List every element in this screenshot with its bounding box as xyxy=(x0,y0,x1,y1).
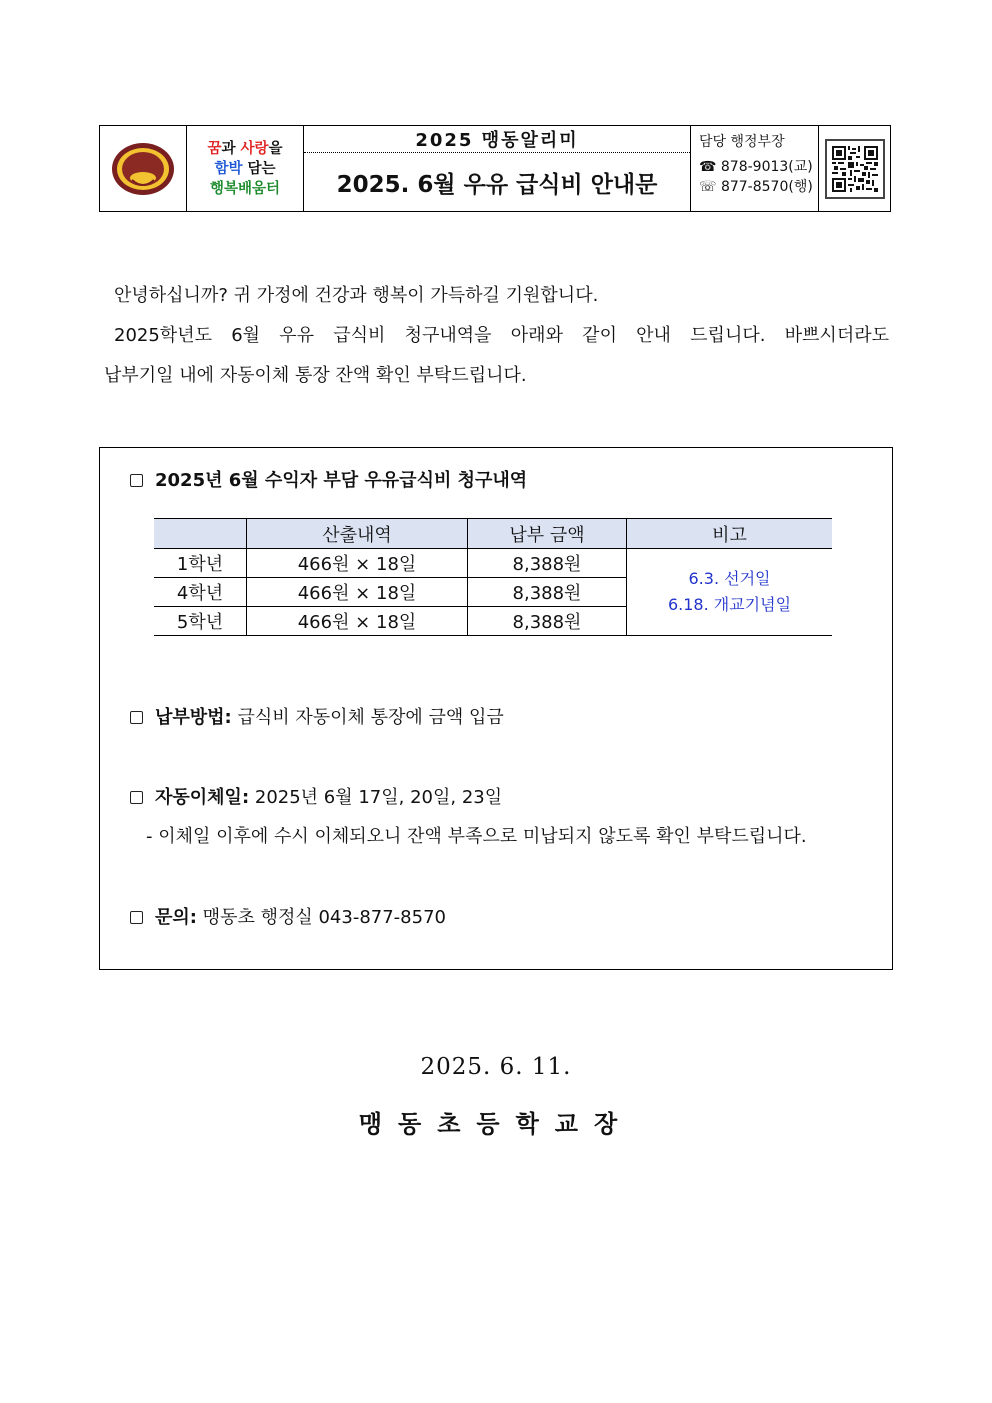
contact-charge: 담당 행정부장 xyxy=(699,134,785,150)
newsletter-name: 2025 맹동알리미 xyxy=(304,126,690,153)
amount-cell: 8,388원 xyxy=(468,578,627,607)
slogan-word: 함박 xyxy=(214,160,243,177)
checkbox-bullet-icon xyxy=(130,791,143,804)
newsletter-header xyxy=(99,125,891,212)
slogan-word: 을 xyxy=(268,140,283,157)
intro-line-3: 납부기일 내에 자동이체 통장 잔액 확인 부탁드립니다. xyxy=(104,365,527,386)
calc-cell: 466원 × 18일 xyxy=(247,607,468,636)
inquiry xyxy=(130,903,446,929)
column-header: 산출내역 xyxy=(247,519,468,549)
intro-line-2: 2025학년도 6월 우유 급식비 청구내역을 아래와 같이 안내 드립니다. 바쁘시더라도 xyxy=(114,325,889,346)
note-cell xyxy=(627,549,833,636)
document-title: 2025. 6월 우유 급식비 안내문 xyxy=(336,171,658,198)
billing-info-box xyxy=(99,447,893,970)
payment-method-label: 납부방법: xyxy=(155,707,232,728)
contact-phone-admin: ☏ 877-8570(행) xyxy=(699,179,813,195)
payment-method xyxy=(130,703,504,729)
grade-cell: 5학년 xyxy=(154,607,247,636)
note-school-anniversary: 6.18. 개교기념일 xyxy=(667,595,792,614)
table-row xyxy=(154,549,832,578)
column-header: 납부 금액 xyxy=(468,519,627,549)
calc-cell: 466원 × 18일 xyxy=(247,578,468,607)
inquiry-label: 문의: xyxy=(155,907,197,928)
slogan-word: 과 xyxy=(221,140,241,157)
table-header-row xyxy=(154,519,832,549)
principal-signature: 맹동초등학교장 xyxy=(358,1110,634,1138)
contact-info xyxy=(691,126,819,211)
slogan-line-3 xyxy=(210,179,280,199)
school-emblem-icon xyxy=(110,140,176,198)
title-cell xyxy=(304,126,691,211)
slogan-word: 담는 xyxy=(242,160,276,177)
slogan-line-1 xyxy=(207,139,282,159)
checkbox-bullet-icon xyxy=(130,911,143,924)
column-header: 비고 xyxy=(627,519,833,549)
auto-transfer-text: 2025년 6월 17일, 20일, 23일 xyxy=(249,787,503,808)
billing-heading xyxy=(130,466,527,492)
slogan-word: 사랑 xyxy=(240,140,269,157)
contact-phone-school: ☎ 878-9013(교) xyxy=(699,159,813,175)
slogan-word: 행복배움터 xyxy=(209,180,281,197)
qr-code-icon[interactable] xyxy=(832,146,878,192)
billing-heading-text: 2025년 6월 수익자 부담 우유급식비 청구내역 xyxy=(155,470,528,491)
grade-cell: 4학년 xyxy=(154,578,247,607)
checkbox-bullet-icon xyxy=(130,474,143,487)
auto-transfer-label: 자동이체일: xyxy=(155,787,250,808)
calc-cell: 466원 × 18일 xyxy=(247,549,468,578)
auto-transfer-note: - 이체일 이후에 수시 이체되오니 잔액 부족으로 미납되지 않도록 확인 부탁드립니다. xyxy=(146,826,807,847)
payment-method-text: 급식비 자동이체 통장에 금액 입금 xyxy=(231,707,504,728)
billing-table xyxy=(154,518,832,636)
amount-cell: 8,388원 xyxy=(468,549,627,578)
inquiry-text: 맹동초 행정실 043-877-8570 xyxy=(196,907,446,928)
issue-date: 2025. 6. 11. xyxy=(420,1054,572,1080)
qr-code-cell xyxy=(819,126,890,211)
column-header xyxy=(154,519,247,549)
intro-paragraph xyxy=(104,276,889,396)
checkbox-bullet-icon xyxy=(130,711,143,724)
slogan-word: 꿈 xyxy=(207,140,222,157)
school-logo-cell xyxy=(100,126,187,211)
school-slogan xyxy=(187,126,304,211)
qr-code-frame xyxy=(825,139,885,199)
slogan-line-2 xyxy=(214,159,275,179)
note-election-day: 6.3. 선거일 xyxy=(688,569,771,588)
grade-cell: 1학년 xyxy=(154,549,247,578)
auto-transfer-date xyxy=(130,783,502,809)
intro-greeting: 안녕하십니까? 귀 가정에 건강과 행복이 가득하길 기원합니다. xyxy=(114,285,599,306)
amount-cell: 8,388원 xyxy=(468,607,627,636)
